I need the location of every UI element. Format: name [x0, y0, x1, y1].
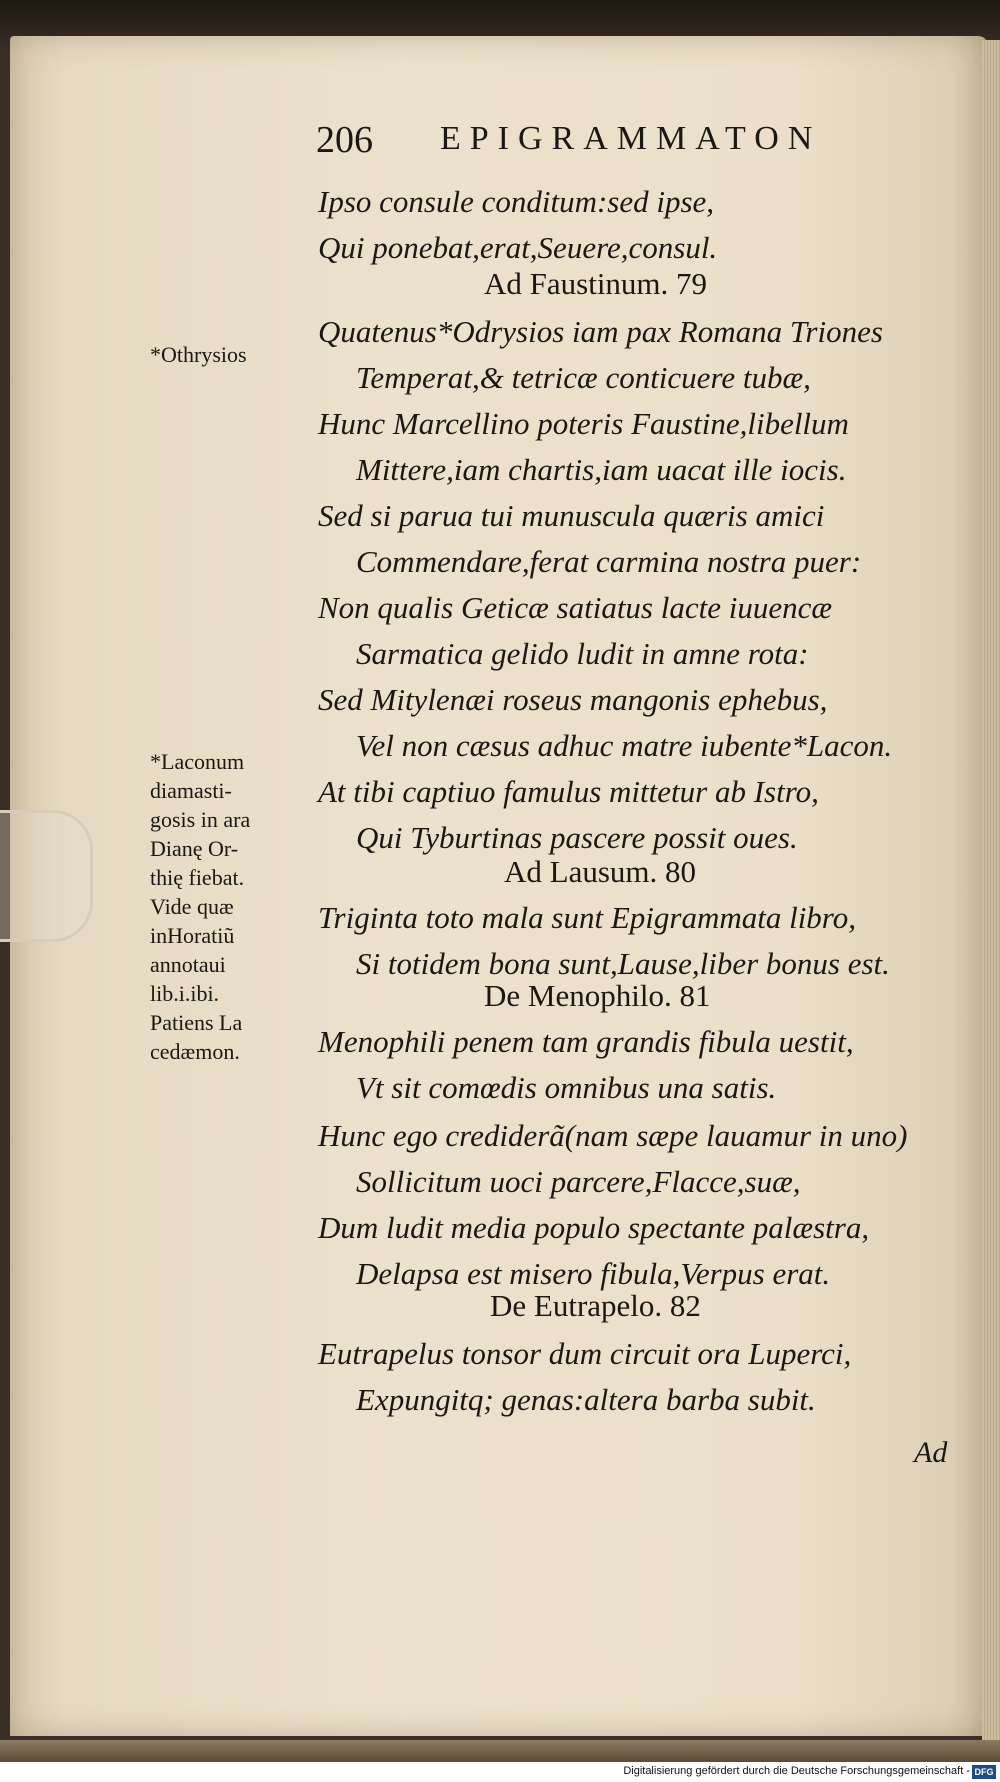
- digitization-footer: [0, 1762, 1000, 1782]
- verse-line: Qui Tyburtinas pascere possit oues.: [356, 820, 798, 855]
- page-header: [316, 118, 936, 170]
- margin-note-lacon: [150, 747, 310, 1066]
- verse-line: Sed si parua tui munuscula quæris amici: [318, 498, 825, 533]
- funding-notice: Digitalisierung gefördert durch die Deutsche Forschungsgemeinschaft -: [623, 1765, 970, 1777]
- verse-line: Temperat,& tetricæ conticuere tubæ,: [356, 360, 811, 395]
- margin-note-line: Patiens La: [150, 1010, 243, 1035]
- epigram-title: De Menophilo. 81: [484, 978, 711, 1013]
- margin-note-line: Vide quæ: [150, 894, 234, 919]
- catchword: Ad: [914, 1436, 948, 1469]
- margin-note-line: inHoratiũ: [150, 923, 235, 948]
- margin-note-line: gosis in ara: [150, 807, 251, 832]
- margin-note-line: thię fiebat.: [150, 865, 245, 890]
- verse-line: Hunc ego crediderã(nam sæpe lauamur in uno): [318, 1118, 908, 1153]
- scan-bottom-edge: [0, 1740, 1000, 1762]
- running-title: EPIGRAMMATON: [440, 120, 822, 157]
- verse-line: At tibi captiuo famulus mittetur ab Istro,: [318, 774, 819, 809]
- verse-line: Commendare,ferat carmina nostra puer:: [356, 544, 862, 579]
- verse-line: Si totidem bona sunt,Lause,liber bonus est.: [356, 946, 890, 981]
- verse-line: Mittere,iam chartis,iam uacat ille iocis.: [356, 452, 847, 487]
- margin-note-odrysios: *Othrysios: [150, 342, 247, 367]
- margin-note-line: lib.i.ibi.: [150, 981, 220, 1006]
- verse-line: Eutrapelus tonsor dum circuit ora Luperci,: [318, 1336, 852, 1371]
- verse-line: Delapsa est misero fibula,Verpus erat.: [356, 1256, 831, 1291]
- page-edges: [982, 40, 1000, 1740]
- margin-note-line: *Laconum: [150, 749, 245, 774]
- verse-line: Triginta toto mala sunt Epigrammata libro,: [318, 900, 856, 935]
- verse-line: Ipso consule conditum:sed ipse,: [318, 184, 715, 219]
- bookmark-ribbon: [0, 810, 93, 942]
- verse-line: Sed Mitylenæi roseus mangonis ephebus,: [318, 682, 828, 717]
- dfg-logo: DFG: [972, 1765, 996, 1779]
- epigram-title: De Eutrapelo. 82: [490, 1288, 701, 1323]
- verse-line: Qui ponebat,erat,Seuere,consul.: [318, 230, 718, 265]
- margin-note-line: annotaui: [150, 952, 226, 977]
- verse-line: Vel non cæsus adhuc matre iubente*Lacon.: [356, 728, 893, 763]
- margin-note-line: Dianę Or-: [150, 836, 239, 861]
- margin-note-line: cedæmon.: [150, 1039, 240, 1064]
- page-number: 206: [316, 119, 373, 161]
- margin-note-line: diamasti-: [150, 778, 232, 803]
- verse-line: Dum ludit media populo spectante palæstra,: [318, 1210, 870, 1245]
- verse-line: Non qualis Geticæ satiatus lacte iuuencæ: [318, 590, 833, 625]
- epigram-title: Ad Faustinum. 79: [484, 266, 708, 301]
- verse-line: Vt sit comœdis omnibus una satis.: [356, 1070, 777, 1105]
- epigram-title: Ad Lausum. 80: [504, 854, 697, 889]
- verse-line: Menophili penem tam grandis fibula uestit,: [318, 1024, 854, 1059]
- verse-line: Expungitq; genas:altera barba subit.: [356, 1382, 816, 1417]
- verse-line: Hunc Marcellino poteris Faustine,libellum: [318, 406, 849, 441]
- verse-line: Sollicitum uoci parcere,Flacce,suæ,: [356, 1164, 801, 1199]
- verse-line: Sarmatica gelido ludit in amne rota:: [356, 636, 809, 671]
- verse-line: Quatenus*Odrysios iam pax Romana Triones: [318, 314, 883, 349]
